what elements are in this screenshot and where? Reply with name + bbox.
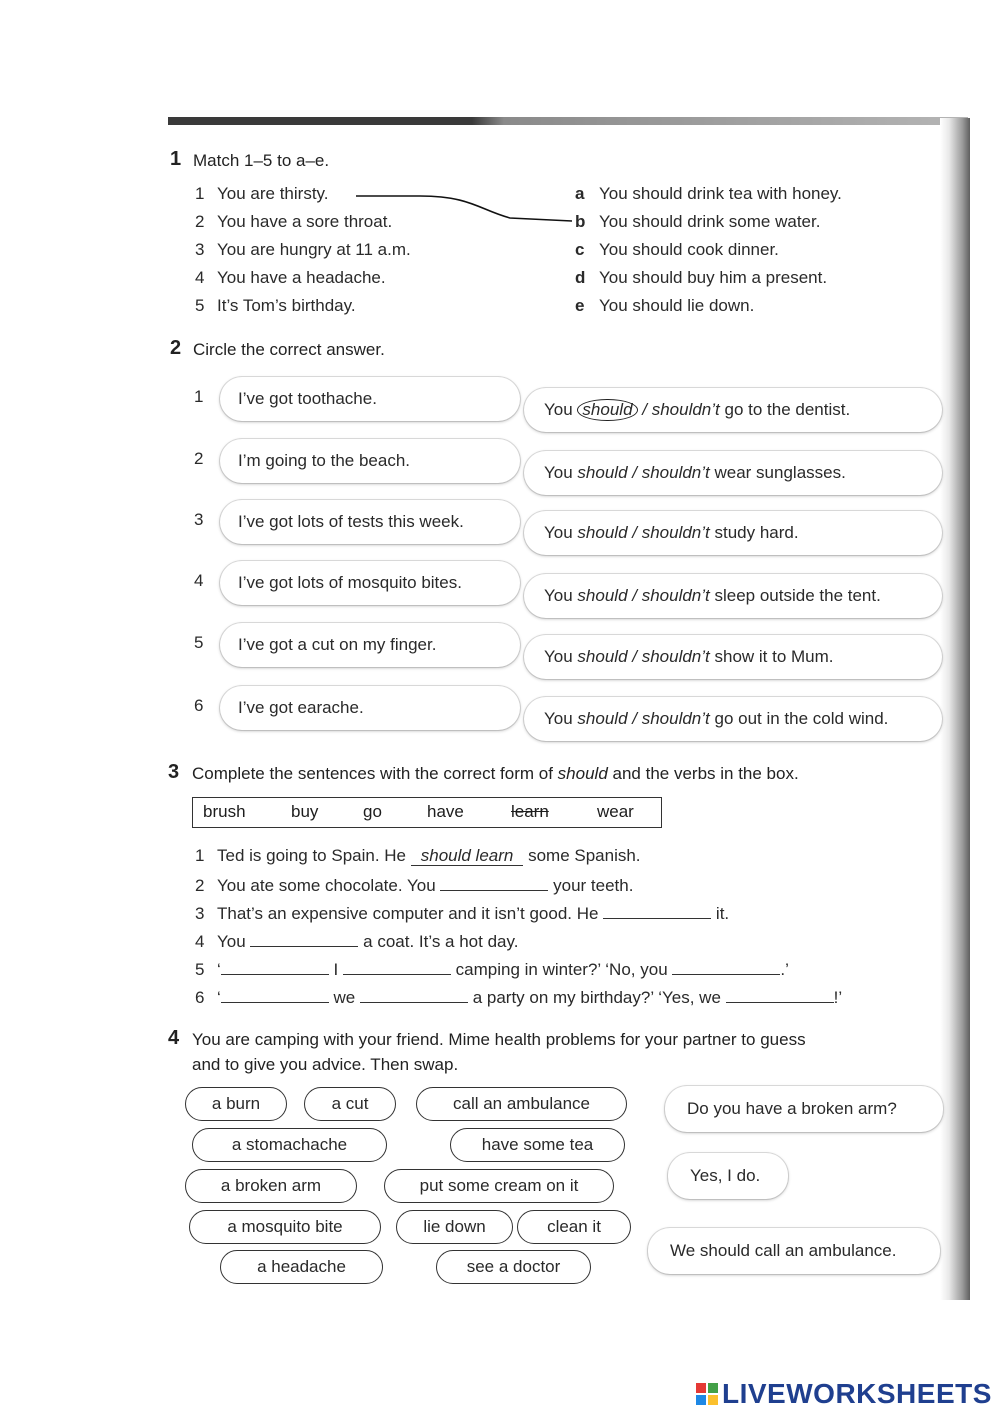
- problem-text: I’ve got toothache.: [238, 389, 377, 408]
- section-4-title-line2: and to give you advice. Then swap.: [192, 1055, 459, 1074]
- match-right-c: [575, 240, 779, 260]
- liveworksheets-logo: [696, 1376, 992, 1412]
- answer-blank[interactable]: [221, 986, 329, 1003]
- option-separator: /: [627, 523, 642, 542]
- sentence-number: 2: [195, 876, 205, 895]
- row-number: 1: [194, 387, 204, 406]
- word: have: [427, 802, 464, 821]
- advice-bubble: [524, 388, 942, 432]
- pill-call-an-ambulance: call an ambulance: [416, 1087, 627, 1121]
- sentence-number: 6: [195, 988, 205, 1007]
- pill-put-some-cream-on-it: put some cream on it: [384, 1169, 614, 1203]
- option-separator: /: [627, 463, 642, 482]
- option-should[interactable]: should: [577, 463, 628, 482]
- option-shouldnt[interactable]: shouldn’t: [641, 709, 710, 728]
- sentence-part: ‘: [217, 960, 221, 979]
- pill-a-mosquito-bite: a mosquito bite: [189, 1210, 381, 1244]
- item-text: You should drink some water.: [599, 212, 821, 231]
- row-number: 5: [194, 633, 204, 652]
- advice-suffix: sleep outside the tent.: [709, 586, 881, 605]
- option-shouldnt[interactable]: shouldn’t: [641, 647, 710, 666]
- item-text: You are hungry at 11 a.m.: [217, 240, 411, 259]
- section-3-title: [192, 764, 799, 784]
- word-box: [192, 797, 662, 828]
- item-number: 2: [195, 212, 205, 231]
- match-left-5: [195, 296, 356, 316]
- option-separator: /: [627, 647, 642, 666]
- section-1-title: Match 1–5 to a–e.: [193, 151, 330, 170]
- sentence-part: That’s an expensive computer and it isn’t good. He: [217, 904, 604, 923]
- item-text: You should lie down.: [599, 296, 755, 315]
- item-letter: e: [575, 296, 585, 315]
- sentence-6: [195, 986, 842, 1008]
- advice-suffix: wear sunglasses.: [709, 463, 846, 482]
- section-4-number: 4: [168, 1027, 180, 1049]
- row-number: 6: [194, 696, 204, 715]
- option-should[interactable]: should: [577, 647, 628, 666]
- section-3-number: 3: [168, 761, 180, 783]
- top-divider-bar: [168, 117, 968, 125]
- item-number: 1: [195, 184, 205, 203]
- option-shouldnt[interactable]: shouldn’t: [651, 400, 720, 419]
- section-1-number: 1: [170, 148, 182, 170]
- pill-a-broken-arm: a broken arm: [185, 1169, 357, 1203]
- section-2-title: Circle the correct answer.: [193, 340, 385, 359]
- sentence-part: camping in winter?’ ‘No, you: [450, 960, 673, 979]
- advice-bubble: [524, 574, 942, 618]
- row-number: 4: [194, 571, 204, 590]
- match-right-e: [575, 296, 754, 316]
- word-used: learn: [511, 802, 549, 821]
- answer-blank[interactable]: [360, 986, 468, 1003]
- advice-bubble: [524, 635, 942, 679]
- advice-suffix: go out in the cold wind.: [709, 709, 889, 728]
- sentence-part: your teeth.: [548, 876, 634, 895]
- option-should[interactable]: should: [577, 709, 628, 728]
- speech-bubble-advice: We should call an ambulance.: [648, 1228, 940, 1274]
- advice-suffix: study hard.: [709, 523, 799, 542]
- match-left-4: [195, 268, 386, 288]
- title-part: and the verbs in the box.: [607, 764, 799, 783]
- advice-prefix: You: [544, 523, 578, 542]
- sentence-number: 3: [195, 904, 205, 923]
- item-letter: c: [575, 240, 585, 259]
- sentence-part: a party on my birthday?’ ‘Yes, we: [467, 988, 726, 1007]
- option-separator: /: [637, 400, 652, 419]
- sentence-5: [195, 958, 789, 980]
- sentence-part: a coat. It’s a hot day.: [358, 932, 519, 951]
- pill-have-some-tea: have some tea: [450, 1128, 625, 1162]
- section-2-number: 2: [170, 337, 182, 359]
- advice-prefix: You: [544, 586, 578, 605]
- sentence-part: You: [217, 932, 251, 951]
- sentence-part: Ted is going to Spain. He: [217, 846, 411, 865]
- option-shouldnt[interactable]: shouldn’t: [641, 463, 710, 482]
- sentence-part: I: [328, 960, 343, 979]
- answer-filled[interactable]: should learn: [411, 846, 524, 866]
- problem-bubble: [220, 686, 520, 730]
- problem-bubble: [220, 377, 520, 421]
- sentence-number: 4: [195, 932, 205, 951]
- item-letter: b: [575, 212, 586, 231]
- word: go: [363, 802, 382, 821]
- match-right-b: [575, 212, 820, 232]
- section-4-title-line1: You are camping with your friend. Mime health problems for your partner to guess: [192, 1030, 806, 1049]
- sentence-part: !’: [833, 988, 843, 1007]
- sentence-1: [195, 846, 641, 866]
- sentence-4: [195, 930, 518, 952]
- option-separator: /: [627, 586, 642, 605]
- answer-blank[interactable]: [726, 986, 834, 1003]
- problem-bubble: [220, 561, 520, 605]
- problem-text: I’m going to the beach.: [238, 451, 411, 470]
- option-should[interactable]: should: [577, 523, 628, 542]
- problem-bubble: [220, 500, 520, 544]
- page-edge-shadow: [940, 118, 970, 1300]
- pill-clean-it: clean it: [517, 1210, 631, 1244]
- advice-suffix: show it to Mum.: [709, 647, 834, 666]
- pill-a-headache: a headache: [220, 1250, 383, 1284]
- answer-blank[interactable]: [440, 874, 548, 891]
- item-number: 5: [195, 296, 205, 315]
- match-line: [350, 188, 580, 228]
- logo-icon: [696, 1383, 718, 1405]
- advice-prefix: You: [544, 647, 578, 666]
- sentence-2: [195, 874, 633, 896]
- word: wear: [597, 802, 634, 821]
- match-right-d: [575, 268, 827, 288]
- option-should[interactable]: should: [577, 399, 637, 421]
- answer-blank[interactable]: [250, 930, 358, 947]
- problem-text: I’ve got lots of mosquito bites.: [238, 573, 462, 592]
- speech-bubble-answer: Yes, I do.: [668, 1153, 788, 1199]
- problem-text: I’ve got earache.: [238, 698, 364, 717]
- word: buy: [291, 802, 319, 821]
- item-letter: d: [575, 268, 586, 287]
- problem-text: I’ve got lots of tests this week.: [238, 512, 464, 531]
- row-number: 3: [194, 510, 204, 529]
- item-letter: a: [575, 184, 585, 203]
- item-text: You have a sore throat.: [217, 212, 393, 231]
- problem-bubble: [220, 439, 520, 483]
- answer-blank[interactable]: [221, 958, 329, 975]
- item-number: 3: [195, 240, 205, 259]
- advice-prefix: You: [544, 709, 578, 728]
- item-text: You should drink tea with honey.: [599, 184, 842, 203]
- item-text: You are thirsty.: [217, 184, 329, 203]
- item-number: 4: [195, 268, 205, 287]
- speech-bubble-question: Do you have a broken arm?: [665, 1086, 943, 1132]
- item-text: You should cook dinner.: [599, 240, 779, 259]
- option-should[interactable]: should: [577, 586, 628, 605]
- pill-a-stomachache: a stomachache: [192, 1128, 387, 1162]
- answer-blank[interactable]: [343, 958, 451, 975]
- sentence-number: 5: [195, 960, 205, 979]
- advice-bubble: [524, 451, 942, 495]
- sentence-part: it.: [711, 904, 730, 923]
- sentence-part: You ate some chocolate. You: [217, 876, 441, 895]
- sentence-part: .’: [780, 960, 789, 979]
- advice-prefix: You: [544, 463, 578, 482]
- item-text: It’s Tom’s birthday.: [217, 296, 356, 315]
- pill-a-cut: a cut: [304, 1087, 396, 1121]
- advice-bubble: [524, 511, 942, 555]
- sentence-3: [195, 902, 729, 924]
- item-text: You should buy him a present.: [599, 268, 828, 287]
- sentence-part: we: [328, 988, 360, 1007]
- answer-blank[interactable]: [603, 902, 711, 919]
- sentence-number: 1: [195, 846, 205, 865]
- item-text: You have a headache.: [217, 268, 386, 287]
- answer-blank[interactable]: [672, 958, 780, 975]
- sentence-part: ‘: [217, 988, 221, 1007]
- pill-see-a-doctor: see a doctor: [436, 1250, 591, 1284]
- advice-suffix: go to the dentist.: [719, 400, 851, 419]
- advice-prefix: You: [544, 400, 578, 419]
- match-left-3: [195, 240, 411, 260]
- row-number: 2: [194, 449, 204, 468]
- option-shouldnt[interactable]: shouldn’t: [641, 586, 710, 605]
- title-part: Complete the sentences with the correct form of: [192, 764, 558, 783]
- logo-text: LIVEWORKSHEETS: [722, 1378, 992, 1409]
- option-separator: /: [627, 709, 642, 728]
- match-left-1: [195, 184, 329, 204]
- advice-bubble: [524, 697, 942, 741]
- pill-lie-down: lie down: [396, 1210, 513, 1244]
- sentence-part: some Spanish.: [523, 846, 641, 865]
- pill-a-burn: a burn: [185, 1087, 287, 1121]
- option-shouldnt[interactable]: shouldn’t: [641, 523, 710, 542]
- word: brush: [203, 802, 246, 821]
- title-emphasis: should: [557, 764, 608, 783]
- problem-bubble: [220, 623, 520, 667]
- problem-text: I’ve got a cut on my finger.: [238, 635, 437, 654]
- match-right-a: [575, 184, 842, 204]
